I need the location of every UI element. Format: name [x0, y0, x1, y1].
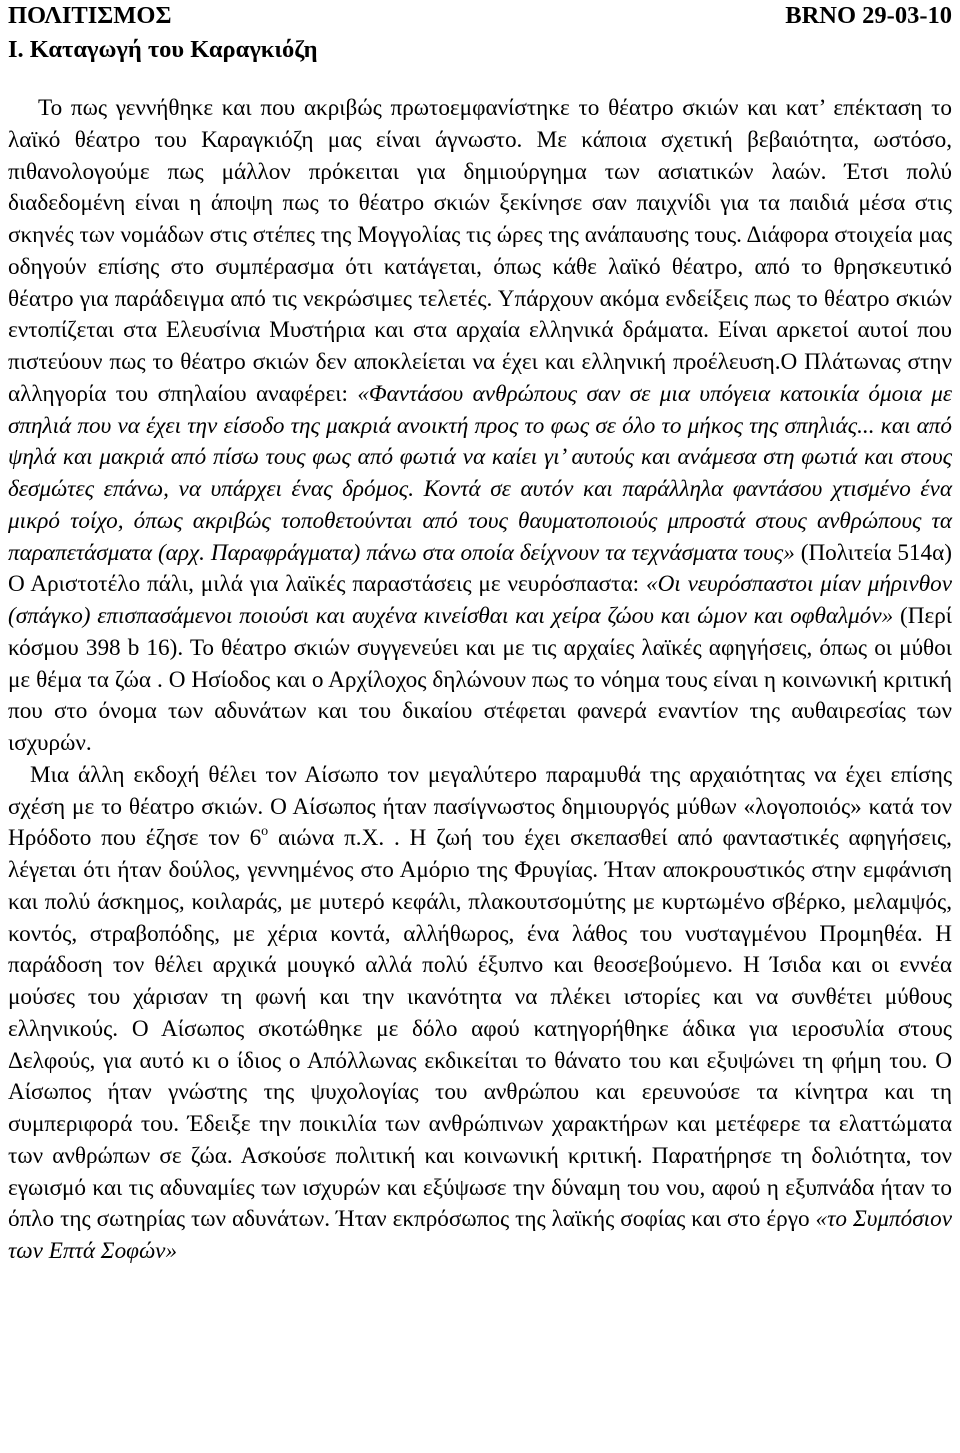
paragraph-2-text-b: αιώνα π.Χ. . Η ζωή του έχει σκεπασθεί από φανταστικές αφηγήσεις, λέγεται ότι ήταν δούλος, γεννημένος στο Αμόριο της Φρυγίας. Ήταν αποκρουστικός στην εμφάνιση και πολύ άσκημος, κοιλαράς, με μυτερό κεφάλι, πλακουτσομύτης με κυρτωμένο σβέρκο, μελαμψός, κοντός, στραβοπόδης, με χέρια κοντά, αλλήθωρος, ένα λάθος του νυσταγμένου Προμηθέα. Η παράδοση τον θέλει αρχικά μουγκό αλλά πολύ έξυπνο και θεοσεβούμενο. Η Ίσιδα και οι εννέα μούσες του χάρισαν τη φωνή και την ικανότητα να πλέκει ιστορίες και να συνθέτει μύθους ελληνικούς. Ο Αίσωπος σκοτώθηκε με δόλο αφού κατηγορήθηκε άδικα για ιεροσυλία στους Δελφούς, για αυτό κι ο ίδιος ο Απόλλωνας εκδικείται το θάνατο του και εξυψώνει τη φήμη του. Ο Αίσωπος ήταν γνώστης της ψυχολογίας του ανθρώπου και ερευνούσε τα κίνητρα και τη συμπεριφορά του. Έδειξε την ποικιλία των ανθρώπινων χαρακτήρων και μετέφερε τα ελαττώματα των ανθρώπων σε ζώα. Ασκούσε πολιτική και κοινωνική κριτική. Παρατήρησε τη δολιότητα, τον εγωισμό και τις αδυναμίες των ισχυρών και εξύψωσε την δύναμη του νου, αφού η εξυπνάδα ήταν το όπλο της σωτηρίας των αδυνάτων. Ήταν εκπρόσωπος της λαϊκής σοφίας και στο έργο [8, 825, 952, 1233]
page-header [8, 1, 952, 31]
aristotle-quote: «Οι νευρόσπαστοι μίαν μήρινθον (σπάγκο) επισπασάμενοι ποιούσι και αυχένα κινείσθαι και χείρα ζώου και ώμον και οφθαλμόν» [8, 571, 952, 629]
paragraph-2-text-a: Μια άλλη εκδοχή θέλει τον Αίσωπο τον μεγαλύτερο παραμυθά της αρχαιότητας να έχει επίσης σχέση με το θέατρο σκιών. Ο Αίσωπος ήταν πασίγνωστος δημιουργός μύθων «λογοποιός» κατά τον Ηρόδοτο που έζησε τον 6 [8, 761, 952, 852]
document-body [8, 93, 952, 1268]
header-title: ΠΟΛΙΤΙΣΜΟΣ [8, 2, 172, 29]
paragraph-1-text-b: (Πολιτεία 514α) Ο Αριστοτέλο πάλι, μιλά για λαϊκές παραστάσεις με νευρόσπαστα: [8, 539, 952, 598]
header-date: BRNO 29-03-10 [785, 2, 952, 29]
paragraph-1-text-c: (Περί κόσμου 398 b 16). Το θέατρο σκιών συγγενεύει και με τις αρχαίες λαϊκές αφηγήσεις, όπως οι μύθοι με θέμα τα ζώα . Ο Ησίοδος και ο Αρχίλοχος δηλώνουν πως το νόημα τους είναι η κοινωνική κριτική που στο όνομα των αδυνάτων και του δικαίου στέφεται φανερά εναντίον της αυθαιρεσίας των ισχυρών. [8, 603, 953, 756]
symposium-title: «το Συμπόσιον των Επτά Σοφών» [8, 1206, 952, 1264]
plato-quote: «Φαντάσου ανθρώπους σαν σε μια υπόγεια κατοικία όμοια με σπηλιά που να έχει την είσοδο της μακριά ανοικτή προς το φως σε όλο το μήκος της σπηλιάς... και από ψηλά και μακριά από πίσω τους φως από φωτιά να καίει γι’ αυτούς και ανάμεσα στη φωτιά και στους δεσμώτες επάνω, να υπάρχει ένας δρόμος. Κοντά σε αυτόν και παράλληλα φαντάσου χτισμένο ένα μικρό τοίχο, όπως ακριβώς τοποθετούνται από τους θαυματοποιούς μπροστά στους ανθρώπους τα παραπετάσματα (αρχ. Παραφράγματα) πάνω στα οποία δείχνουν τα τεχνάσματα τους» [8, 380, 952, 566]
ordinal-superscript: ο [261, 823, 269, 839]
section-heading: Ι. Καταγωγή του Καραγκιόζη [8, 36, 318, 63]
paragraph-1 [8, 93, 952, 760]
paragraph-1-text-a: Το πως γεννήθηκε και που ακριβώς πρωτοεμφανίστηκε το θέατρο σκιών και κατ’ επέκταση το λαϊκό θέατρο του Καραγκιόζη μας είναι άγνωστο. Με κάποια σχετική βεβαιότητα, ωστόσο, πιθανολογούμε πως μάλλον πρόκειται για δημιούργημα των ασιατικών λαών. Έτσι πολύ διαδεδομένη είναι η άποψη πως το θέατρο σκιών ξεκίνησε σαν παιχνίδι για τα παιδιά μέσα στις σκηνές των νομάδων στις στέπες της Μογγολίας τις ώρες της ανάπαυσης τους. Διάφορα στοιχεία μας οδηγούν επίσης στο συμπέρασμα ότι κατάγεται, όπως κάθε λαϊκό θέατρο, από το θρησκευτικό θέατρο για παράδειγμα από τις νεκρώσιμες τελετές. Υπάρχουν ακόμα ενδείξεις πως το θέατρο σκιών εντοπίζεται στα Ελευσίνια Μυστήρια και στα αρχαία ελληνικά δράματα. Είναι αρκετοί αυτοί που πιστεύουν πως το θέατρο σκιών δεν αποκλείεται να έχει και ελληνική προέλευση.Ο Πλάτωνας στην αλληγορία του σπηλαίου αναφέρει: [8, 95, 952, 407]
paragraph-2 [8, 760, 952, 1268]
